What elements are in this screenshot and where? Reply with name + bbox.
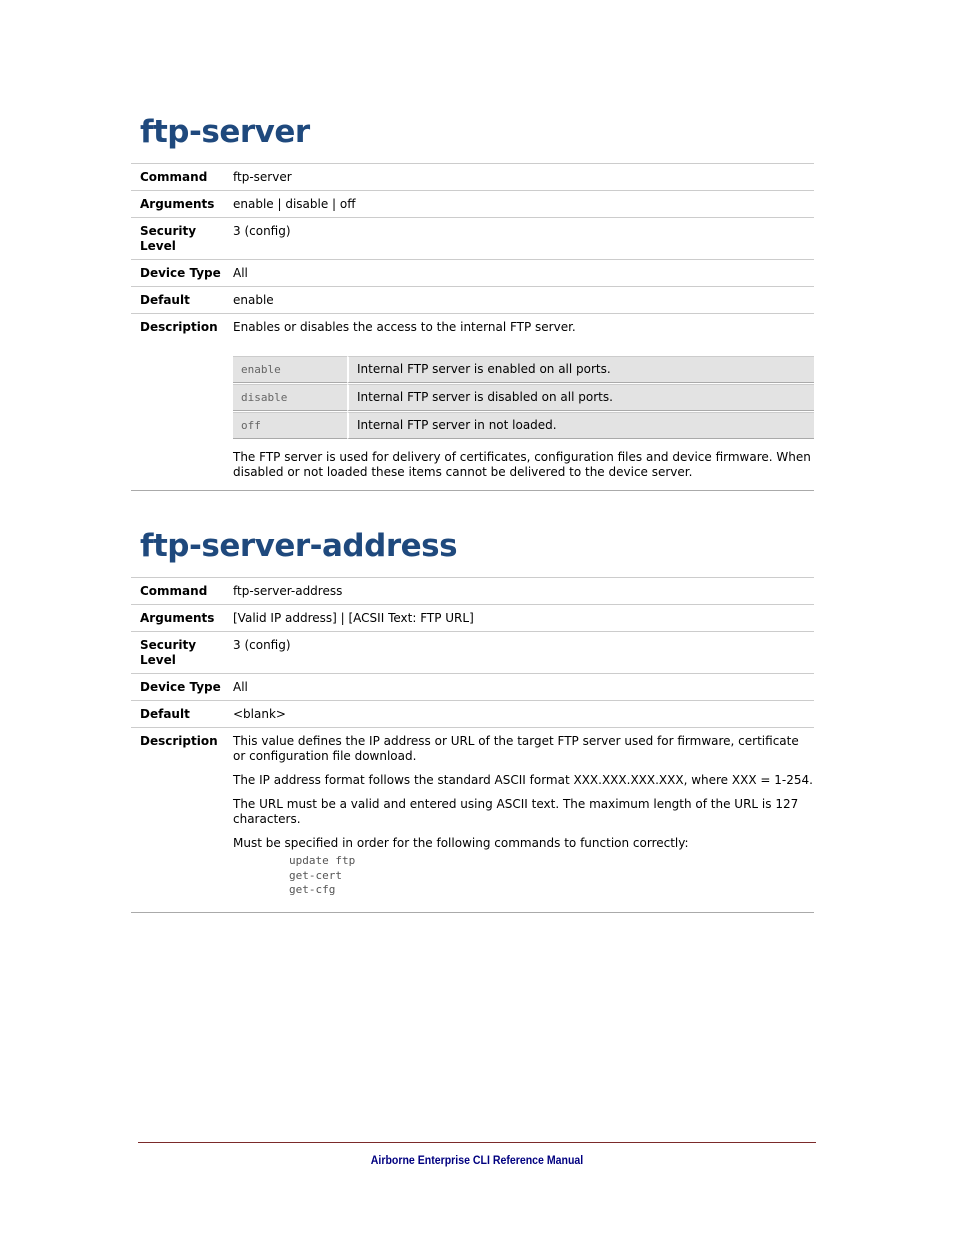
row-arguments [131,605,814,632]
row-value: ftp-server-address [224,578,814,605]
option-value: disable [233,384,347,411]
row-label: Arguments [131,605,224,632]
option-description: Internal FTP server is disabled on all ports. [347,384,814,411]
row-value: [Valid IP address] | [ACSII Text: FTP URL] [224,605,814,632]
option-value: enable [233,356,347,383]
row-default [131,701,814,728]
row-command [131,578,814,605]
row-label: Device Type [131,260,224,287]
description-paragraph: This value defines the IP address or URL of the target FTP server used for firmware, certificate or configuration file download. [233,734,799,763]
row-label: Default [131,701,224,728]
command-line: update ftp [289,854,356,867]
description-note: The FTP server is used for delivery of certificates, configuration files and device firmware. When disabled or not loaded these items cannot be delivered to the device server. [233,450,811,479]
row-label: Default [131,287,224,314]
section-title: ftp-server [140,114,310,150]
option-row [233,384,814,411]
command-line: get-cfg [289,883,336,896]
row-arguments [131,191,814,218]
row-label: Description [131,728,224,913]
option-row [233,356,814,383]
row-label: Security Level [131,632,224,674]
row-value: 3 (config) [224,632,814,674]
description-intro: Enables or disables the access to the internal FTP server. [233,320,576,334]
row-command [131,164,814,191]
spec-table [131,163,814,491]
option-description: Internal FTP server is enabled on all ports. [347,356,814,383]
row-label: Device Type [131,674,224,701]
row-label: Command [131,164,224,191]
command-line: get-cert [289,868,342,882]
command-list [233,854,814,898]
row-value: All [224,260,814,287]
row-description [131,728,814,913]
footer-divider [138,1142,816,1143]
row-value: ftp-server [224,164,814,191]
row-security-level [131,218,814,260]
row-value: enable [224,287,814,314]
option-description: Internal FTP server in not loaded. [347,412,814,439]
options-table [233,355,814,440]
row-device-type [131,260,814,287]
row-default [131,287,814,314]
description-paragraph: The URL must be a valid and entered using ASCII text. The maximum length of the URL is 127 characters. [233,797,799,826]
row-value: <blank> [224,701,814,728]
row-value: 3 (config) [224,218,814,260]
section-title: ftp-server-address [140,528,458,564]
spec-table [131,577,814,913]
description-paragraph: Must be specified in order for the following commands to function correctly: [233,836,689,850]
row-value [224,728,814,913]
row-security-level [131,632,814,674]
option-value: off [233,412,347,439]
row-label: Command [131,578,224,605]
footer-title: Airborne Enterprise CLI Reference Manual [370,1153,584,1167]
row-device-type [131,674,814,701]
row-description [131,314,814,491]
row-value: All [224,674,814,701]
section-ftp-server-address [131,528,814,913]
option-row [233,412,814,439]
section-ftp-server [131,114,814,491]
description-paragraph: The IP address format follows the standard ASCII format XXX.XXX.XXX.XXX, where XXX = 1-254. [233,773,813,787]
row-label: Arguments [131,191,224,218]
row-value: enable | disable | off [224,191,814,218]
row-value [224,314,814,491]
row-label: Description [131,314,224,491]
row-label: Security Level [131,218,224,260]
